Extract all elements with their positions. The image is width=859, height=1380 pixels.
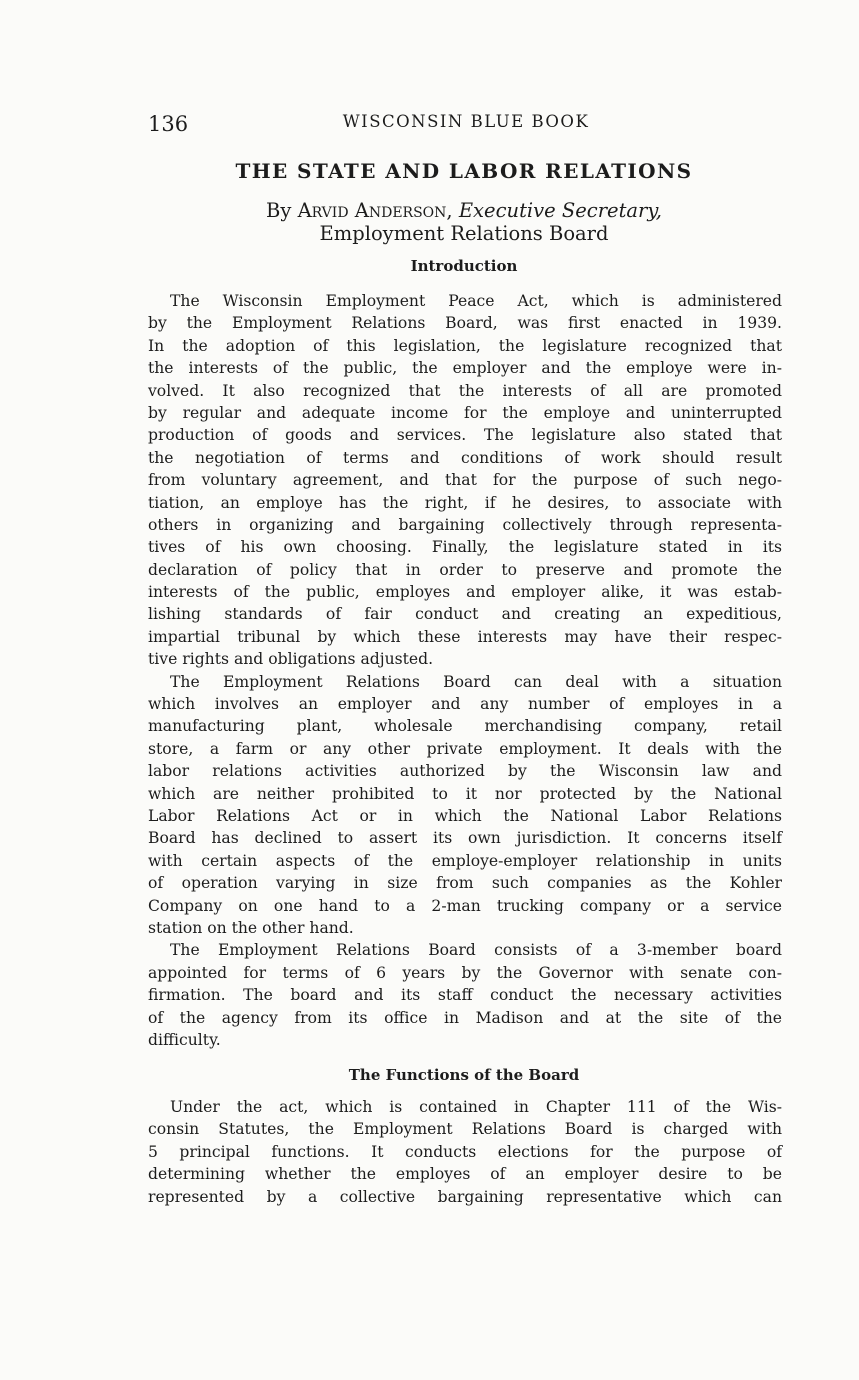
text-line: 5 principal functions. It conducts elections for the purpose of: [148, 1142, 782, 1161]
page-number: 136: [148, 112, 189, 136]
running-head-title: WISCONSIN BLUE BOOK: [342, 112, 590, 131]
text-line: impartial tribunal by which these interests may have their respec-: [148, 627, 782, 646]
byline: [148, 199, 780, 245]
text-line: which are neither prohibited to it nor protected by the National: [148, 784, 782, 803]
text-line: The Wisconsin Employment Peace Act, which is administered: [170, 292, 782, 310]
byline-author-line: [148, 199, 780, 222]
author-last-name: Anderson,: [354, 199, 453, 222]
author-role: Executive Secretary,: [458, 199, 662, 222]
text-line: the negotiation of terms and conditions of work should result: [148, 448, 782, 467]
text-line: manufacturing plant, wholesale merchandising company, retail: [148, 717, 782, 736]
text-line: The Employment Relations Board can deal with a situation: [170, 672, 782, 691]
text-line: determining whether the employes of an employer desire to be: [148, 1165, 782, 1184]
text-line: Labor Relations Act or in which the National Labor Relations: [148, 806, 782, 825]
text-line: by the Employment Relations Board, was first enacted in 1939.: [148, 314, 782, 333]
byline-by: By: [266, 199, 292, 222]
text-line: which involves an employer and any number of employes in a: [148, 695, 782, 714]
text-line: with certain aspects of the employe-employer relationship in units: [148, 851, 782, 870]
text-line: store, a farm or any other private employment. It deals with the: [148, 739, 782, 758]
text-line: volved. It also recognized that the interests of all are promoted: [148, 381, 782, 400]
text-line: tiation, an employe has the right, if he desires, to associate with: [148, 493, 782, 512]
text-line: The Employment Relations Board consists of a 3-member board: [170, 941, 782, 960]
text-line: of operation varying in size from such companies as the Kohler: [148, 874, 782, 893]
text-line: Under the act, which is contained in Chapter 111 of the Wis-: [170, 1098, 782, 1116]
functions-body: [148, 1096, 782, 1208]
text-line: station on the other hand.: [148, 918, 354, 937]
author-first-name: Arvid: [297, 199, 349, 222]
text-line: others in organizing and bargaining collectively through representa-: [148, 515, 782, 534]
intro-body: [148, 290, 782, 1051]
text-line: firmation. The board and its staff conduct the necessary activities: [148, 986, 782, 1005]
text-line: represented by a collective bargaining representative which can: [148, 1187, 782, 1206]
text-line: from voluntary agreement, and that for the purpose of such nego-: [148, 471, 782, 490]
author-organization: Employment Relations Board: [319, 222, 609, 245]
text-line: lishing standards of fair conduct and creating an expeditious,: [148, 605, 782, 624]
running-header: [148, 112, 784, 140]
text-line: of the agency from its office in Madison and at the site of the: [148, 1008, 782, 1027]
text-line: difficulty.: [148, 1030, 221, 1049]
text-line: labor relations activities authorized by the Wisconsin law and: [148, 762, 782, 781]
text-line: appointed for terms of 6 years by the Governor with senate con-: [148, 963, 782, 982]
text-line: consin Statutes, the Employment Relations Board is charged with: [148, 1120, 782, 1139]
text-line: tives of his own choosing. Finally, the legislature stated in its: [148, 538, 782, 557]
text-line: production of goods and services. The legislature also stated that: [148, 426, 782, 445]
text-line: declaration of policy that in order to preserve and promote the: [148, 560, 782, 579]
text-line: the interests of the public, the employer and the employe were in-: [148, 359, 782, 378]
intro-heading: Introduction: [410, 257, 518, 275]
text-line: Board has declined to assert its own jurisdiction. It concerns itself: [148, 829, 782, 848]
text-line: Company on one hand to a 2-man trucking company or a service: [148, 896, 782, 915]
text-line: by regular and adequate income for the employe and uninterrupted: [148, 403, 782, 422]
functions-heading: The Functions of the Board: [348, 1066, 580, 1084]
text-line: interests of the public, employes and employer alike, it was estab-: [148, 583, 782, 602]
text-line: In the adoption of this legislation, the legislature recognized that: [148, 336, 782, 355]
text-line: tive rights and obligations adjusted.: [148, 650, 434, 669]
article-title: THE STATE AND LABOR RELATIONS: [235, 159, 693, 183]
